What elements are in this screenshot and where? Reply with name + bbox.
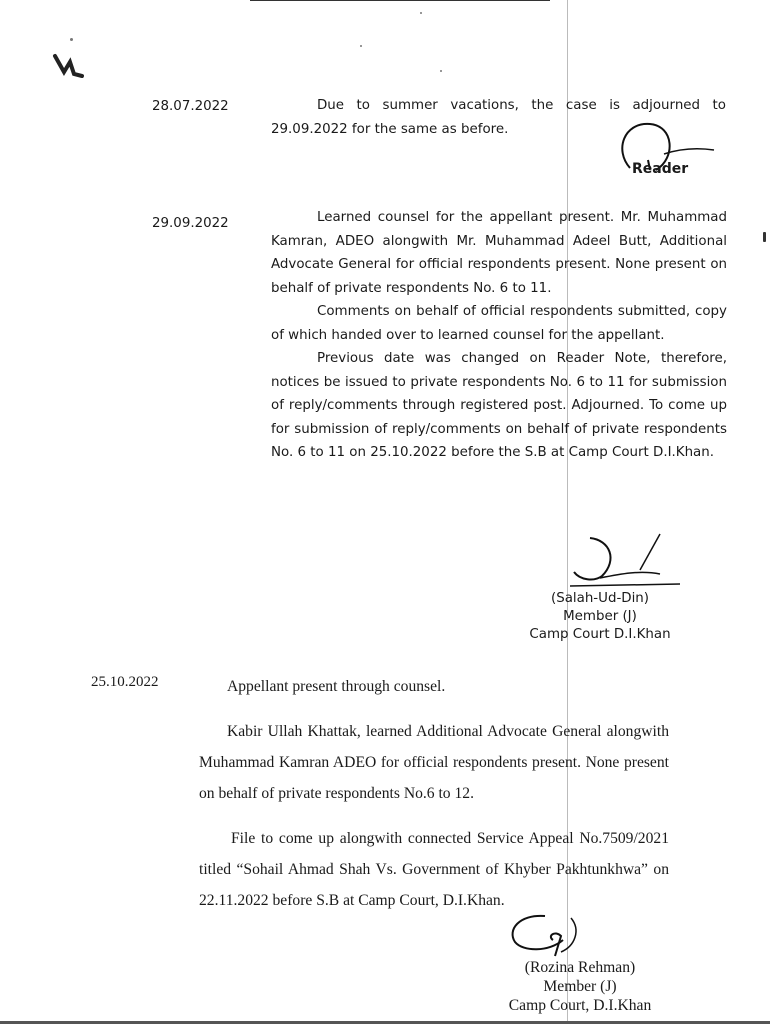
entry-date: 25.10.2022 [91,674,159,690]
paragraph: Comments on behalf of official respondents submitted, copy of which handed over to learned counsel for the appellant. [271,304,727,343]
speck [420,12,422,14]
paragraph: Kabir Ullah Khattak, learned Additional Advocate General alongwith Muhammad Kamran ADEO for official respondents present. None present on behalf of private respondents No.6 to 12. [199,723,669,802]
salah-ud-din-signature-icon [560,530,690,590]
paragraph: File to come up alongwith connected Service Appeal No.7509/2021 titled “Sohail Ahmad Shah Vs. Government of Khyber Pakhtunkhwa” on 22.11.2022 before S.B at Camp Court, D.I.Khan. [199,830,669,909]
paragraph: Due to summer vacations, the case is adjourned to 29.09.2022 for the same as before. [271,98,726,137]
entry-text [271,206,727,465]
speck [360,45,362,47]
entry-date: 28.07.2022 [152,99,229,114]
signatory-designation: Member (J) [563,609,637,624]
signatory-place: Camp Court, D.I.Khan [508,997,652,1014]
paragraph: Learned counsel for the appellant present. Mr. Muhammad Kamran, ADEO alongwith Mr. Muhammad Adeel Butt, Additional Advocate General for official respondents present. None present on behalf of private respondents No. 6 to 11. [271,210,727,296]
speck [763,232,766,242]
entry-text [199,671,669,930]
speck [440,70,442,72]
signatory-block [490,958,670,1015]
signatory-name: (Rozina Rehman) [524,959,636,976]
paragraph: Previous date was changed on Reader Note, therefore, notices be issued to private respondents No. 6 to 11 for submission of reply/comments through registered post. Adjourned. To come up for submission of reply/comments on behalf of private respondents No. 6 to 11 on 25.10.2022 before the S.B at Camp Court D.I.Khan. [271,351,727,460]
signatory-designation: Member (J) [543,978,617,995]
signatory-block [500,590,700,644]
speck [70,38,73,41]
reader-label: Reader [632,161,689,177]
entry-date: 29.09.2022 [152,216,229,231]
top-scan-line [250,0,550,1]
signatory-place: Camp Court D.I.Khan [529,627,671,642]
corner-mark-icon [52,52,88,82]
signatory-name: (Salah-Ud-Din) [550,591,650,606]
paragraph: Appellant present through counsel. [227,678,446,695]
